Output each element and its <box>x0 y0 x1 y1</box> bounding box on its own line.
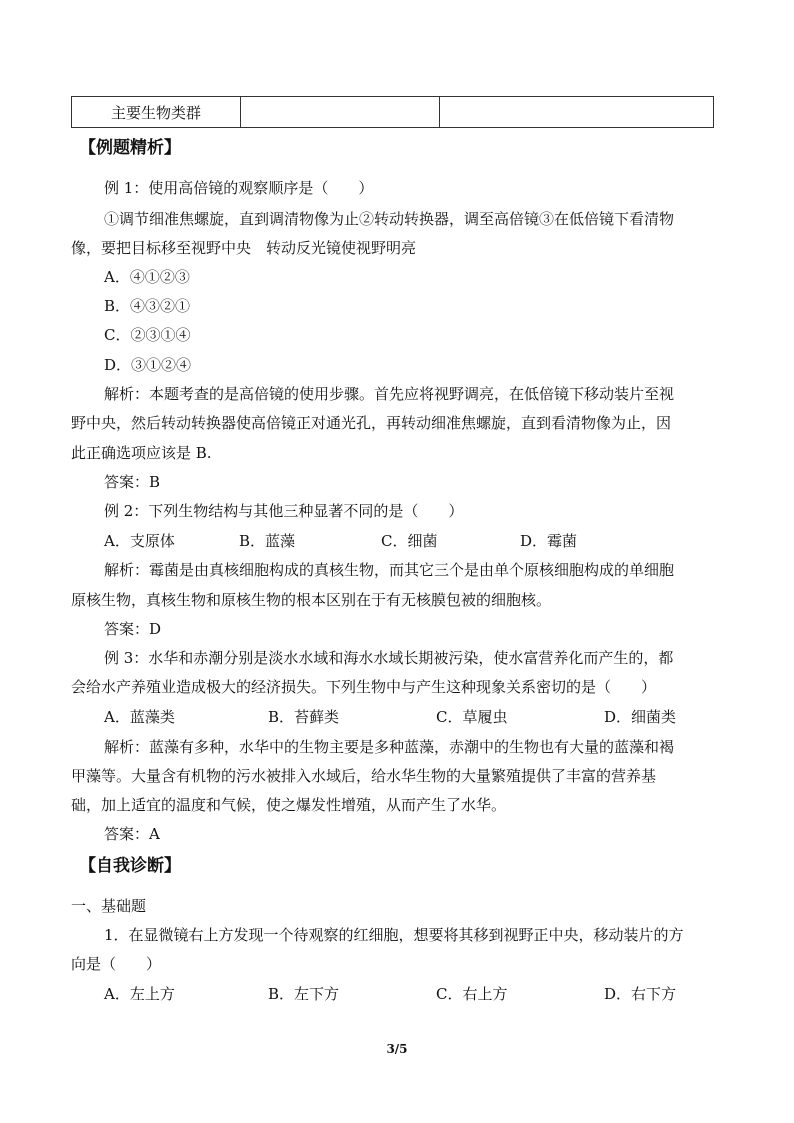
ex2-analysis-line: 解析：霉菌是由真核细胞构成的真核生物，而其它三个是由单个原核细胞构成的单细胞 <box>104 561 675 579</box>
table-cell <box>241 97 440 128</box>
summary-table <box>71 96 714 128</box>
ex3-option: C．草履虫 <box>436 708 508 726</box>
ex3-option: D．细菌类 <box>604 708 677 726</box>
q1-option: C．右上方 <box>436 985 508 1003</box>
ex1-stem-line: 像，要把目标移至视野中央 转动反光镜使视野明亮 <box>71 239 417 257</box>
q1-option: D．右下方 <box>604 985 677 1003</box>
page-number: 3/5 <box>386 1042 408 1056</box>
ex2-question: 例 2：下列生物结构与其他三种显著不同的是（ ） <box>104 502 464 520</box>
ex1-option: C．②③①④ <box>104 326 191 344</box>
ex1-answer: 答案：B <box>104 473 161 491</box>
ex1-analysis-line: 野中央，然后转动转换器使高倍镜正对通光孔，再转动细准焦螺旋，直到看清物像为止，因 <box>71 414 672 432</box>
ex2-analysis-line: 原核生物，真核生物和原核生物的根本区别在于有无核膜包被的细胞核。 <box>71 591 552 609</box>
ex3-question-line: 例 3：水华和赤潮分别是淡水水域和海水水域长期被污染，使水富营养化而产生的，都 <box>104 649 674 667</box>
ex1-analysis-line: 解析：本题考查的是高倍镜的使用步骤。首先应将视野调亮，在低倍镜下移动装片至视 <box>104 385 675 403</box>
ex2-option: A．支原体 <box>104 532 175 550</box>
ex1-stem-line: ①调节细准焦螺旋，直到调清物像为止②转动转换器，调至高倍镜③在低倍镜下看清物 <box>104 210 675 228</box>
ex3-question-line: 会给水产养殖业造成极大的经济损失。下列生物中与产生这种现象关系密切的是（ ） <box>71 678 657 696</box>
ex1-analysis-line: 此正确选项应该是 B. <box>71 444 212 462</box>
ex3-option: B．苔藓类 <box>268 708 340 726</box>
ex3-analysis-line: 解析：蓝藻有多种，水华中的生物主要是多种蓝藻，赤潮中的生物也有大量的蓝藻和褐 <box>104 738 675 756</box>
ex1-option: B．④③②① <box>104 297 191 315</box>
ex3-option: A．蓝藻类 <box>104 708 175 726</box>
ex1-option: D．③①②④ <box>104 356 192 374</box>
ex3-answer: 答案：A <box>104 825 160 843</box>
table-cell-label: 主要生物类群 <box>72 97 241 128</box>
ex2-option: C．细菌 <box>381 532 438 550</box>
ex1-option: A．④①②③ <box>104 268 190 286</box>
ex3-analysis-line: 甲藻等。大量含有机物的污水被排入水域后，给水华生物的大量繁殖提供了丰富的营养基 <box>71 767 657 785</box>
table-cell <box>440 97 714 128</box>
ex2-answer: 答案：D <box>104 620 162 638</box>
q1-option: B．左下方 <box>268 985 340 1003</box>
section-title-examples: 【例题精析】 <box>79 138 181 158</box>
q1-line: 1．在显微镜右上方发现一个待观察的红细胞，想要将其移到视野正中央，移动装片的方 <box>104 926 684 944</box>
ex2-option: B．蓝藻 <box>239 532 296 550</box>
q1-line: 向是（ ） <box>71 955 162 973</box>
ex3-analysis-line: 础，加上适宜的温度和气候，使之爆发性增殖，从而产生了水华。 <box>71 796 507 814</box>
basic-section-title: 一、基础题 <box>71 897 147 915</box>
table-row <box>72 97 714 128</box>
q1-option: A．左上方 <box>104 985 175 1003</box>
section-title-self-diagnosis: 【自我诊断】 <box>79 856 181 876</box>
ex1-question: 例 1：使用高倍镜的观察顺序是（ ） <box>104 179 374 197</box>
ex2-option: D．霉菌 <box>520 532 578 550</box>
